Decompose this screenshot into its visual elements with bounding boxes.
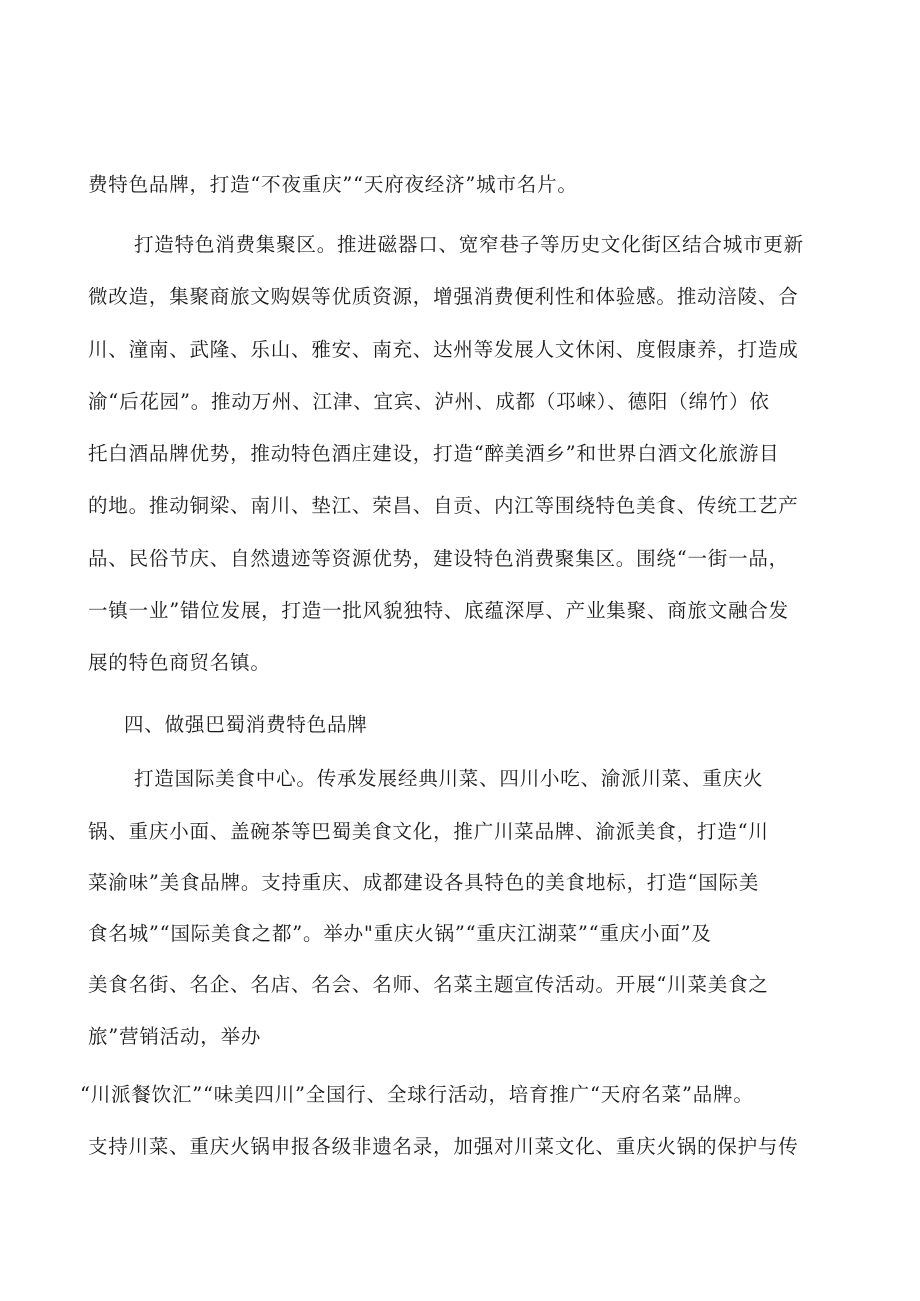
text-line: 旅”营销活动，举办 — [88, 1025, 262, 1048]
text-line: 渝“后花园”。推动万州、江津、宜宾、泸州、成都（邛崃）、德阳（绵竹）依 — [88, 390, 770, 413]
text-line: 一镇一业”错位发展，打造一批风貌独特、底蕴深厚、产业集聚、商旅文融合发 — [88, 599, 789, 622]
text-line: 支持川菜、重庆火锅申报各级非遗名录，加强对川菜文化、重庆火锅的保护与传 — [88, 1135, 799, 1158]
text-line: 锅、重庆小面、盖碗茶等巴蜀美食文化，推广川菜品牌、渝派美食，打造“川 — [88, 820, 769, 843]
text-line: 托白酒品牌优势，推动特色酒庄建设，打造“醉美酒乡”和世界白酒文化旅游目 — [88, 442, 780, 465]
text-line: 菜渝味”美食品牌。支持重庆、成都建设各具特色的美食地标，打造“国际美 — [88, 871, 760, 894]
text-line: 费特色品牌，打造“不夜重庆”“天府夜经济”城市名片。 — [88, 173, 578, 196]
text-line: 食名城”“国际美食之都”。举办"重庆火锅”“重庆江湖菜”“重庆小面”及 — [88, 922, 712, 945]
text-line: 微改造，集聚商旅文购娱等优质资源，增强消费便利性和体验感。推动涪陵、合 — [88, 285, 799, 308]
text-line: “川派餐饮汇”“味美四川”全国行、全球行活动，培育推广“天府名菜”品牌。 — [80, 1083, 754, 1106]
text-line: 品、民俗节庆、自然遗迹等资源优势，建设特色消费聚集区。围绕“一街一品， — [88, 547, 789, 570]
section-heading: 四、做强巴蜀消费特色品牌 — [124, 713, 368, 736]
text-line: 打造特色消费集聚区。推进磁器口、宽窄巷子等历史文化街区结合城市更新 — [134, 233, 804, 256]
text-line: 的地。推动铜梁、南川、垫江、荣昌、自贡、内江等围绕特色美食、传统工艺产 — [88, 494, 799, 517]
text-line: 展的特色商贸名镇。 — [88, 651, 271, 674]
text-line: 打造国际美食中心。传承发展经典川菜、四川小吃、渝派川菜、重庆火 — [134, 767, 764, 790]
text-line: 川、潼南、武隆、乐山、雅安、南充、达州等发展人文休闲、度假康养，打造成 — [88, 338, 799, 361]
text-line: 美食名街、名企、名店、名会、名师、名菜主题宣传活动。开展“川菜美食之 — [88, 973, 769, 996]
